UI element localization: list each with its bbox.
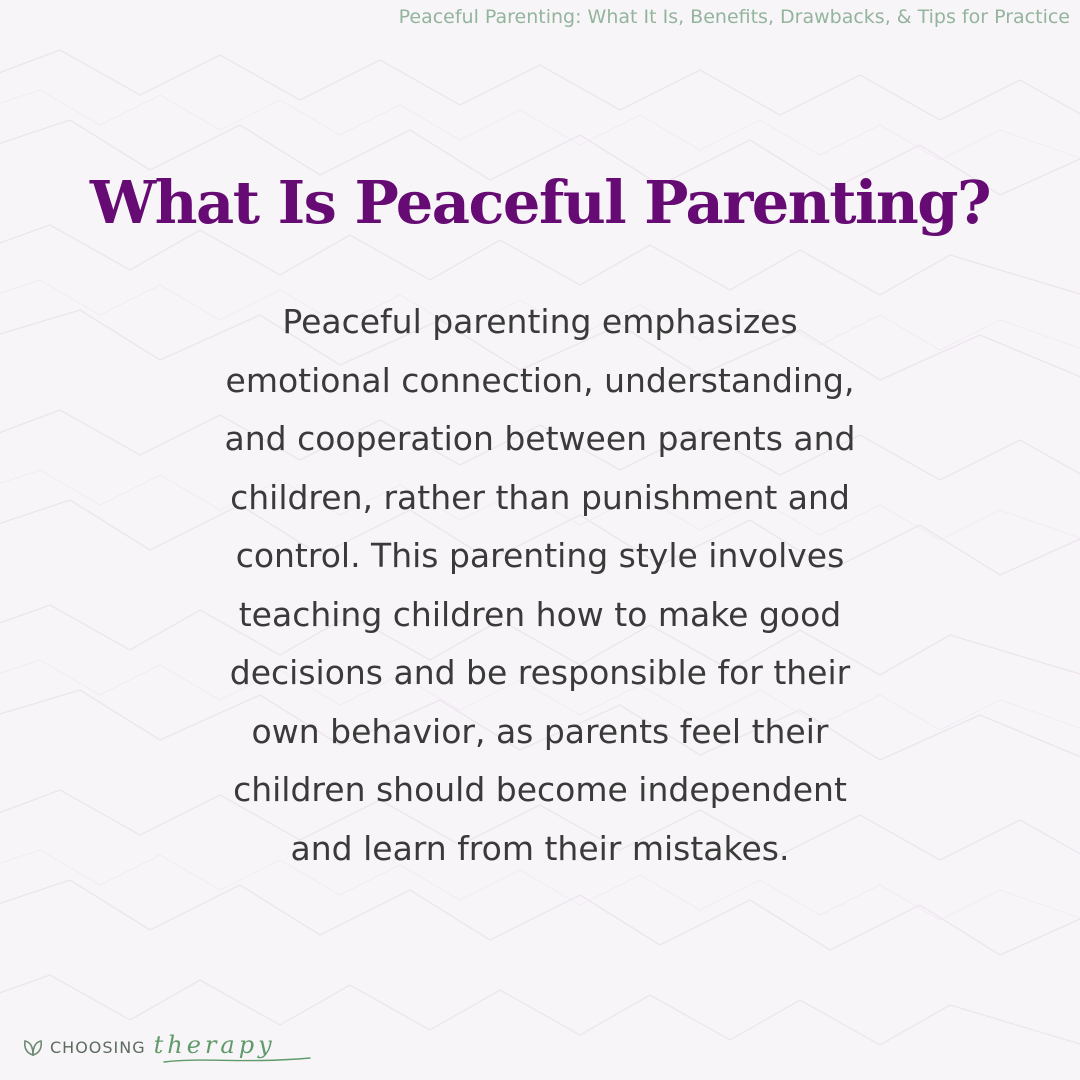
brand-word-choosing: CHOOSING	[50, 1037, 146, 1057]
brand-word-therapy: therapy	[153, 1031, 276, 1059]
body-paragraph	[150, 293, 930, 878]
paragraph-line: children, rather than punishment and	[230, 477, 850, 517]
paragraph-line: emotional connection, understanding,	[225, 360, 855, 400]
paragraph-line: and cooperation between parents and	[224, 419, 856, 458]
page-title: What Is Peaceful Parenting?	[89, 168, 991, 237]
paragraph-line: and learn from their mistakes.	[290, 828, 790, 868]
brand-swash	[162, 1054, 312, 1066]
paragraph-line: teaching children how to make good	[238, 594, 842, 634]
paragraph-line: children should become independent	[233, 770, 847, 809]
paragraph-line: Peaceful parenting emphasizes	[282, 302, 798, 341]
leaf-icon	[22, 1036, 44, 1058]
paragraph-line: own behavior, as parents feel their	[251, 711, 829, 751]
paragraph-line: decisions and be responsible for their	[229, 653, 851, 692]
page-caption: Peaceful Parenting: What It Is, Benefits, Drawbacks, & Tips for Practice	[398, 6, 1070, 28]
brand-logo	[22, 1030, 276, 1064]
paragraph-line: control. This parenting style involves	[235, 536, 845, 575]
